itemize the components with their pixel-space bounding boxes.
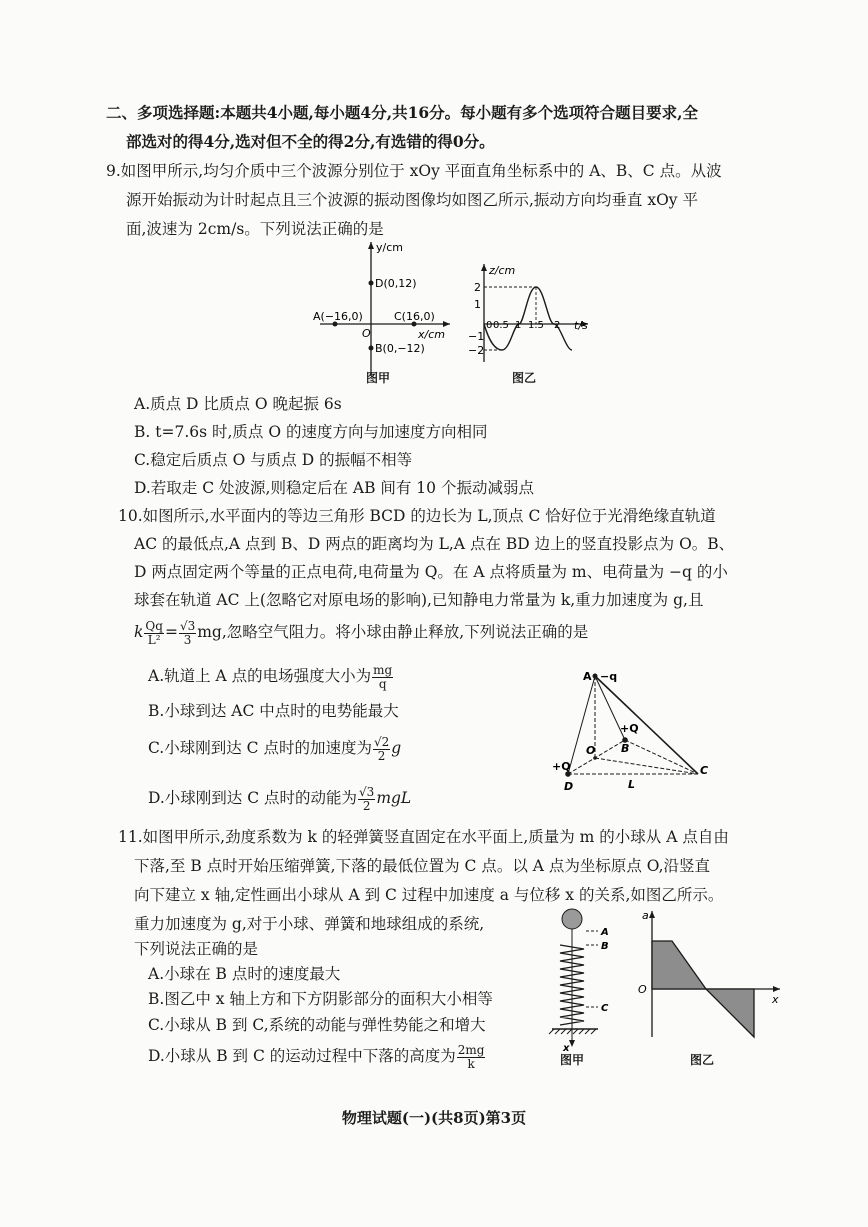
q11-option-a: A.小球在 B 点时的速度最大: [148, 965, 341, 983]
q9-figB-t0: 0: [486, 320, 493, 331]
svg-text:D: D: [564, 780, 574, 793]
svg-text:C: C: [601, 1003, 609, 1014]
page-footer: 物理试题(一)(共8页)第3页: [341, 1109, 527, 1127]
q10-option-d: D.小球刚到达 C 点时的动能为 $\frac{√3}{2}$ mgL: [148, 784, 412, 813]
q10-stem-line5: k $\frac{Qq}{\text{L²}}$ = $\frac{√3}{3}$ mg,忽略空气阻力。将小球由静止释放,下列说法正确的是: [134, 618, 589, 647]
q9-figA-caption: 图甲: [366, 371, 391, 385]
q9-figB-t2: 2: [554, 320, 561, 331]
q10-stem-line1: 10.如图所示,水平面内的等边三角形 BCD 的边长为 L,顶点 C 恰好位于光滑绝缘直轨道: [118, 507, 716, 525]
q11-stem-line3: 向下建立 x 轴,定性画出小球从 A 到 C 过程中加速度 a 与位移 x 的关系,如图乙所示。: [134, 886, 724, 904]
q9-figA-xaxis: x/cm: [418, 328, 445, 341]
q11-stem-line1: 11.如图甲所示,劲度系数为 k 的轻弹簧竖直固定在水平面上,质量为 m 的小球从 A 点自由: [118, 828, 729, 846]
svg-text:a: a: [642, 909, 649, 922]
q9-figA-origin: O: [362, 327, 371, 340]
q9-figure-jia: [310, 236, 460, 386]
q9-figA-yaxis: y/cm: [376, 241, 403, 254]
svg-text:B: B: [601, 941, 609, 952]
q11-stem-line5: 下列说法正确的是: [134, 940, 259, 958]
q9-figB-yaxis: z/cm: [489, 264, 516, 277]
q11-stem-line2: 下落,至 B 点时开始压缩弹簧,下落的最低位置为 C 点。以 A 点为坐标原点 O,沿竖直: [134, 857, 711, 875]
q9-figB-caption: 图乙: [512, 371, 537, 385]
q9-figB-y2: 2: [474, 281, 481, 294]
q9-figB-t15: 1.5: [528, 320, 544, 331]
q9-option-d: D.若取走 C 处波源,则稳定后在 AB 间有 10 个振动减弱点: [134, 479, 534, 497]
svg-text:−q: −q: [600, 670, 618, 683]
svg-text:C: C: [700, 764, 709, 777]
q10-stem-line2: AC 的最低点,A 点到 B、D 两点的距离均为 L,A 点在 BD 边上的竖直投影点为 O。B、: [134, 535, 735, 553]
q9-figB-y1: 1: [474, 298, 481, 311]
svg-text:O: O: [638, 983, 647, 996]
svg-text:A: A: [601, 927, 609, 938]
q11-stem-line4: 重力加速度为 g,对于小球、弹簧和地球组成的系统,: [134, 915, 485, 933]
q9-figB-yn2: −2: [468, 344, 485, 357]
svg-text:O: O: [586, 744, 596, 757]
q9-stem-line1: 9.如图甲所示,均匀介质中三个波源分别位于 xOy 平面直角坐标系中的 A、B、C 点。从波: [106, 162, 722, 180]
q9-figA-A: A(−16,0): [313, 310, 363, 323]
svg-text:L: L: [628, 778, 636, 791]
svg-text:x: x: [772, 993, 779, 1006]
section-header-line2: 部选对的得4分,选对但不全的得2分,有选错的得0分。: [126, 132, 495, 151]
q10-figure: [550, 666, 730, 796]
q10-option-a: A.轨道上 A 点的电场强度大小为 $\frac{mg}{q}$: [148, 662, 393, 691]
svg-text:+Q: +Q: [620, 722, 639, 735]
svg-text:x: x: [563, 1043, 570, 1054]
q11-option-c: C.小球从 B 到 C,系统的动能与弹性势能之和增大: [148, 1016, 486, 1034]
svg-text:B: B: [621, 742, 630, 755]
q11-option-b: B.图乙中 x 轴上方和下方阴影部分的面积大小相等: [148, 990, 493, 1008]
q9-figB-xaxis: t/s: [574, 319, 588, 332]
svg-text:A: A: [583, 670, 592, 683]
section-header-line1: 二、多项选择题:本题共4小题,每小题4分,共16分。每小题有多个选项符合题目要求,全: [106, 103, 699, 122]
q10-option-b: B.小球到达 AC 中点时的电势能最大: [148, 702, 399, 720]
q9-figA-D: D(0,12): [375, 277, 417, 290]
q10-option-c: C.小球刚到达 C 点时的加速度为 $\frac{√2}{2}$ g: [148, 734, 402, 763]
q11-figure-jia: [536, 905, 626, 1055]
q9-figB-t05: 0.5: [493, 320, 509, 331]
q9-option-a: A.质点 D 比质点 O 晚起振 6s: [134, 395, 342, 413]
q9-figB-yn1: −1: [468, 330, 485, 343]
q9-figA-C: C(16,0): [394, 310, 435, 323]
q9-figB-t1: 1: [515, 320, 522, 331]
q11-figB-caption: 图乙: [690, 1053, 715, 1067]
q11-figure-yi: [638, 903, 784, 1043]
q10-stem-line3: D 两点固定两个等量的正点电荷,电荷量为 Q。在 A 点将质量为 m、电荷量为 −q 的小: [134, 563, 728, 581]
q10-stem-line4: 球套在轨道 AC 上(忽略它对原电场的影响),已知静电力常量为 k,重力加速度为 g,且: [134, 591, 704, 609]
q9-figure-yi: [466, 258, 596, 366]
q9-option-c: C.稳定后质点 O 与质点 D 的振幅不相等: [134, 451, 413, 469]
q9-figA-B: B(0,−12): [375, 342, 425, 355]
q9-stem-line2: 源开始振动为计时起点且三个波源的振动图像均如图乙所示,振动方向均垂直 xOy 平: [126, 191, 698, 209]
q11-option-d: D.小球从 B 到 C 的运动过程中下落的高度为 $\frac{2mg}{k}$: [148, 1042, 485, 1071]
q9-option-b: B. t=7.6s 时,质点 O 的速度方向与加速度方向相同: [134, 423, 488, 441]
q9-stem-line3: 面,波速为 2cm/s。下列说法正确的是: [126, 220, 384, 238]
q11-figA-caption: 图甲: [560, 1053, 585, 1067]
svg-text:+Q: +Q: [552, 760, 571, 773]
